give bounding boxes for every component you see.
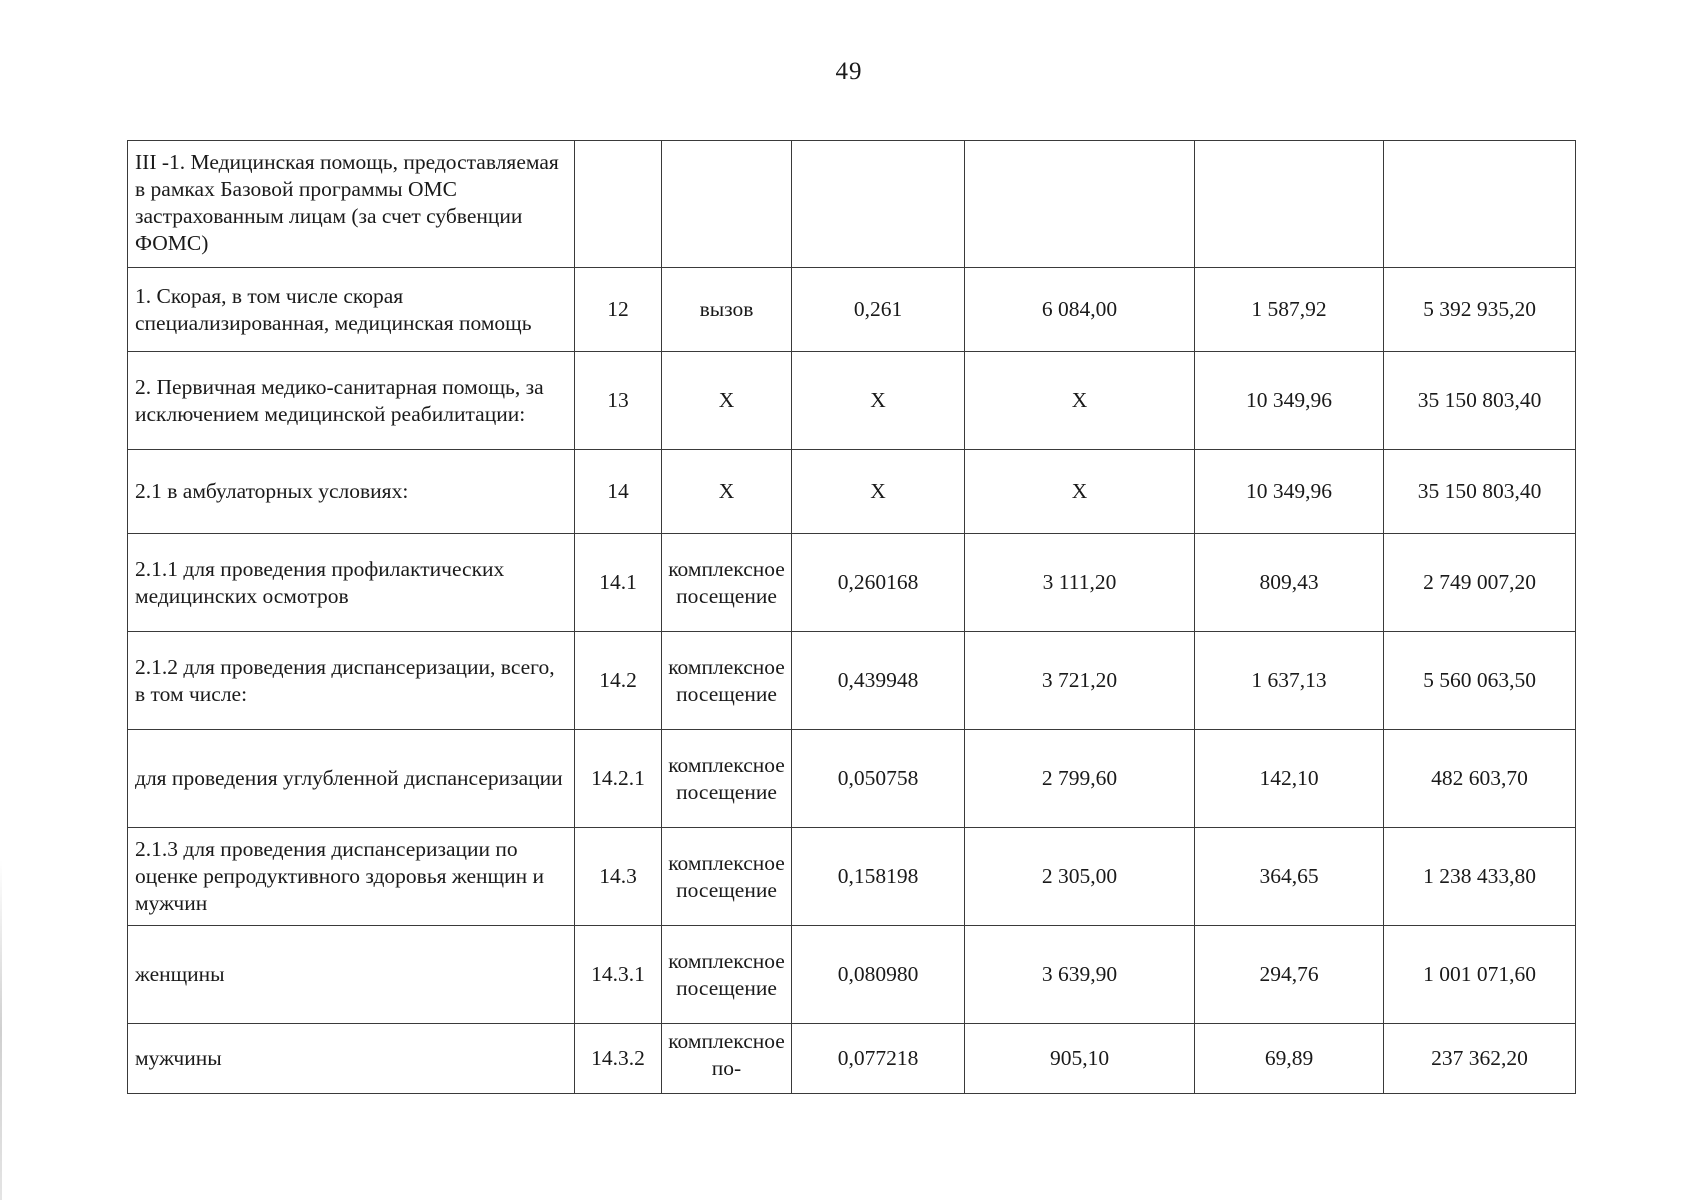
unit-of-measure: комплексное посещение bbox=[662, 534, 792, 632]
volume-norm bbox=[792, 141, 965, 268]
unit-cost: 2 305,00 bbox=[965, 828, 1195, 926]
unit-of-measure: комплексное посещение bbox=[662, 828, 792, 926]
per-capita-amount: 364,65 bbox=[1195, 828, 1384, 926]
volume-norm: 0,050758 bbox=[792, 730, 965, 828]
unit-cost: 3 111,20 bbox=[965, 534, 1195, 632]
total-amount: 482 603,70 bbox=[1384, 730, 1576, 828]
row-name: мужчины bbox=[128, 1024, 575, 1094]
per-capita-amount: 69,89 bbox=[1195, 1024, 1384, 1094]
per-capita-amount: 1 637,13 bbox=[1195, 632, 1384, 730]
row-number: 14.1 bbox=[575, 534, 662, 632]
per-capita-amount: 10 349,96 bbox=[1195, 450, 1384, 534]
unit-of-measure: комплексное посещение bbox=[662, 926, 792, 1024]
table-row bbox=[128, 828, 1576, 926]
volume-norm: X bbox=[792, 352, 965, 450]
table-row bbox=[128, 632, 1576, 730]
table-row bbox=[128, 141, 1576, 268]
volume-norm: 0,261 bbox=[792, 268, 965, 352]
volume-norm: 0,158198 bbox=[792, 828, 965, 926]
volume-norm: 0,077218 bbox=[792, 1024, 965, 1094]
row-name: III -1. Медицинская помощь, предоставляемая в рамках Базовой программы ОМС застрахованным лицам (за счет субвенции ФОМС) bbox=[128, 141, 575, 268]
table-row bbox=[128, 352, 1576, 450]
unit-of-measure bbox=[662, 141, 792, 268]
per-capita-amount: 809,43 bbox=[1195, 534, 1384, 632]
total-amount: 5 560 063,50 bbox=[1384, 632, 1576, 730]
page-number: 49 bbox=[835, 58, 863, 85]
row-name: 1. Скорая, в том числе скорая специализированная, медицинская помощь bbox=[128, 268, 575, 352]
row-number: 14.2.1 bbox=[575, 730, 662, 828]
row-name: 2.1.3 для проведения диспансеризации по оценке репродуктивного здоровья женщин и мужчин bbox=[128, 828, 575, 926]
row-number: 14.3.1 bbox=[575, 926, 662, 1024]
per-capita-amount: 142,10 bbox=[1195, 730, 1384, 828]
row-number: 12 bbox=[575, 268, 662, 352]
unit-of-measure: X bbox=[662, 450, 792, 534]
row-name: женщины bbox=[128, 926, 575, 1024]
per-capita-amount: 10 349,96 bbox=[1195, 352, 1384, 450]
scan-edge-shadow bbox=[0, 860, 2, 1200]
unit-cost: 6 084,00 bbox=[965, 268, 1195, 352]
table-row bbox=[128, 534, 1576, 632]
row-number bbox=[575, 141, 662, 268]
row-number: 14.3 bbox=[575, 828, 662, 926]
row-name: 2.1.1 для проведения профилактических медицинских осмотров bbox=[128, 534, 575, 632]
volume-norm: X bbox=[792, 450, 965, 534]
unit-cost: 3 721,20 bbox=[965, 632, 1195, 730]
unit-of-measure: комплексное по- bbox=[662, 1024, 792, 1094]
row-number: 14.2 bbox=[575, 632, 662, 730]
row-number: 13 bbox=[575, 352, 662, 450]
unit-of-measure: комплексное посещение bbox=[662, 632, 792, 730]
row-name: 2.1 в амбулаторных условиях: bbox=[128, 450, 575, 534]
table-row bbox=[128, 926, 1576, 1024]
per-capita-amount: 294,76 bbox=[1195, 926, 1384, 1024]
row-name: для проведения углубленной диспансеризации bbox=[128, 730, 575, 828]
per-capita-amount: 1 587,92 bbox=[1195, 268, 1384, 352]
unit-cost bbox=[965, 141, 1195, 268]
volume-norm: 0,080980 bbox=[792, 926, 965, 1024]
row-number: 14.3.2 bbox=[575, 1024, 662, 1094]
row-name: 2. Первичная медико-санитарная помощь, за исключением медицинской реабилитации: bbox=[128, 352, 575, 450]
unit-cost: X bbox=[965, 450, 1195, 534]
per-capita-amount bbox=[1195, 141, 1384, 268]
unit-cost: 2 799,60 bbox=[965, 730, 1195, 828]
total-amount: 1 001 071,60 bbox=[1384, 926, 1576, 1024]
table-row bbox=[128, 1024, 1576, 1094]
total-amount: 35 150 803,40 bbox=[1384, 450, 1576, 534]
total-amount: 5 392 935,20 bbox=[1384, 268, 1576, 352]
total-amount: 2 749 007,20 bbox=[1384, 534, 1576, 632]
unit-of-measure: вызов bbox=[662, 268, 792, 352]
total-amount: 35 150 803,40 bbox=[1384, 352, 1576, 450]
unit-of-measure: комплексное посещение bbox=[662, 730, 792, 828]
unit-cost: 3 639,90 bbox=[965, 926, 1195, 1024]
table-row bbox=[128, 268, 1576, 352]
table-row bbox=[128, 730, 1576, 828]
financing-table bbox=[127, 140, 1576, 1094]
total-amount: 1 238 433,80 bbox=[1384, 828, 1576, 926]
row-number: 14 bbox=[575, 450, 662, 534]
volume-norm: 0,260168 bbox=[792, 534, 965, 632]
unit-cost: X bbox=[965, 352, 1195, 450]
row-name: 2.1.2 для проведения диспансеризации, всего, в том числе: bbox=[128, 632, 575, 730]
unit-of-measure: X bbox=[662, 352, 792, 450]
volume-norm: 0,439948 bbox=[792, 632, 965, 730]
unit-cost: 905,10 bbox=[965, 1024, 1195, 1094]
total-amount: 237 362,20 bbox=[1384, 1024, 1576, 1094]
table-row bbox=[128, 450, 1576, 534]
total-amount bbox=[1384, 141, 1576, 268]
